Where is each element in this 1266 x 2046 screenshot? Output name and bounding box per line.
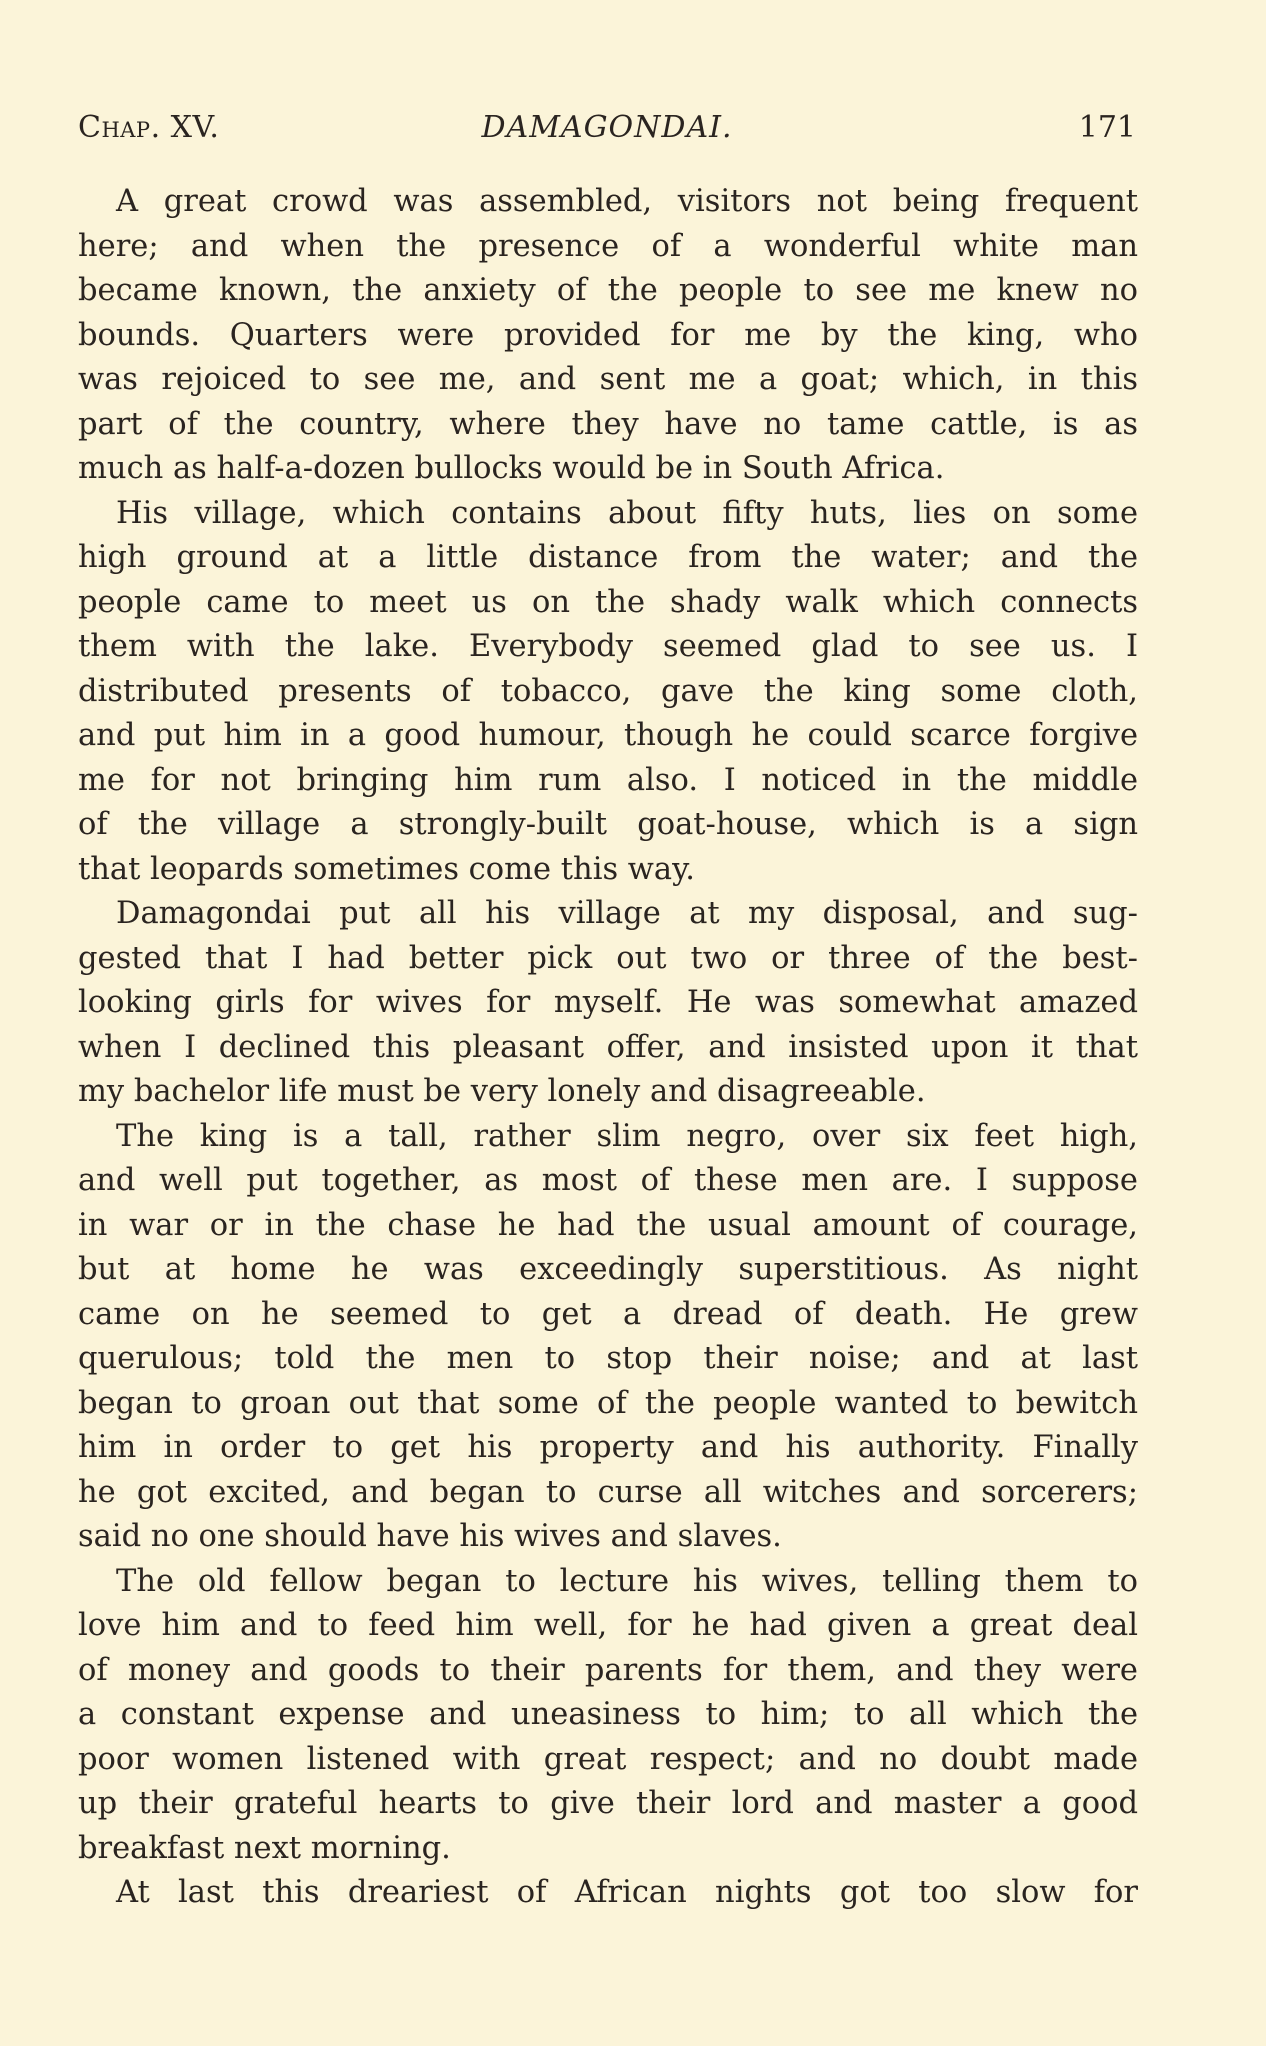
text-line: began to groan out that some of the people wanted to bewitch [78,1385,1138,1421]
text-line: and well put together, as most of these men are. I suppose [78,1163,1138,1198]
text-line: At last this dreariest of African nights got too slow for [116,1875,1138,1910]
text-line: said no one should have his wives and slaves. [78,1519,782,1554]
text-line: love him and to feed him well, for he had given a great deal [78,1608,1138,1643]
text-line: when I declined this pleasant offer, and insisted upon it that [78,1029,1138,1065]
text-line: him in order to get his property and his authority. Finally [78,1430,1138,1465]
text-line: Damagondai put all his village at my disposal, and sug- [116,896,1138,931]
text-line: The king is a tall, rather slim negro, over six feet high, [116,1118,1138,1154]
text-line: he got excited, and began to curse all witches and sorcerers; [78,1474,1138,1510]
chapter-label: Chap. XV. [78,110,220,145]
text-line: distributed presents of tobacco, gave the king some cloth, [78,673,1138,709]
text-line: gested that I had better pick out two or three of the best- [78,940,1138,976]
text-line: me for not bringing him rum also. I noticed in the middle [78,762,1138,798]
text-line: high ground at a little distance from the water; and the [78,540,1138,575]
text-line: breakfast next morning. [78,1830,451,1866]
text-line: querulous; told the men to stop their noise; and at last [78,1341,1138,1376]
text-line: a constant expense and uneasiness to him; to all which the [78,1697,1138,1732]
text-line: His village, which contains about fifty huts, lies on some [116,495,1138,531]
text-line: part of the country, where they have no tame cattle, is as [78,406,1138,442]
text-line: up their grateful hearts to give their lord and master a good [78,1786,1138,1821]
text-line: in war or in the chase he had the usual amount of courage, [78,1207,1138,1243]
page-number: 171 [1078,110,1136,145]
page-title: DAMAGONDAI. [481,110,733,145]
text-line: A great crowd was assembled, visitors not being frequent [116,184,1138,219]
text-line: that leopards sometimes come this way. [78,851,695,887]
text-line: people came to meet us on the shady walk which connects [78,584,1138,620]
text-line: my bachelor life must be very lonely and disagreeable. [78,1074,926,1109]
text-line: of the village a strongly-built goat-house, which is a sign [78,807,1138,842]
text-line: came on he seemed to get a dread of death. He grew [78,1296,1138,1332]
text-line: of money and goods to their parents for them, and they were [78,1652,1138,1688]
text-line: was rejoiced to see me, and sent me a goat; which, in this [78,362,1138,397]
running-head [78,108,1136,148]
text-line: but at home he was exceedingly superstitious. As night [78,1252,1138,1287]
text-line: looking girls for wives for myself. He was somewhat amazed [78,985,1138,1020]
text-line: here; and when the presence of a wonderful white man [78,228,1138,264]
text-line: The old fellow began to lecture his wives, telling them to [116,1563,1138,1599]
text-line: much as half-a-dozen bullocks would be in South Africa. [78,451,945,486]
body-text [78,180,1138,1916]
text-line: them with the lake. Everybody seemed glad to see us. I [78,629,1138,664]
text-line: and put him in a good humour, though he could scarce forgive [78,718,1138,753]
text-line: became known, the anxiety of the people to see me knew no [78,273,1138,308]
text-line: poor women listened with great respect; and no doubt made [78,1741,1138,1777]
text-line: bounds. Quarters were provided for me by the king, who [78,317,1138,353]
